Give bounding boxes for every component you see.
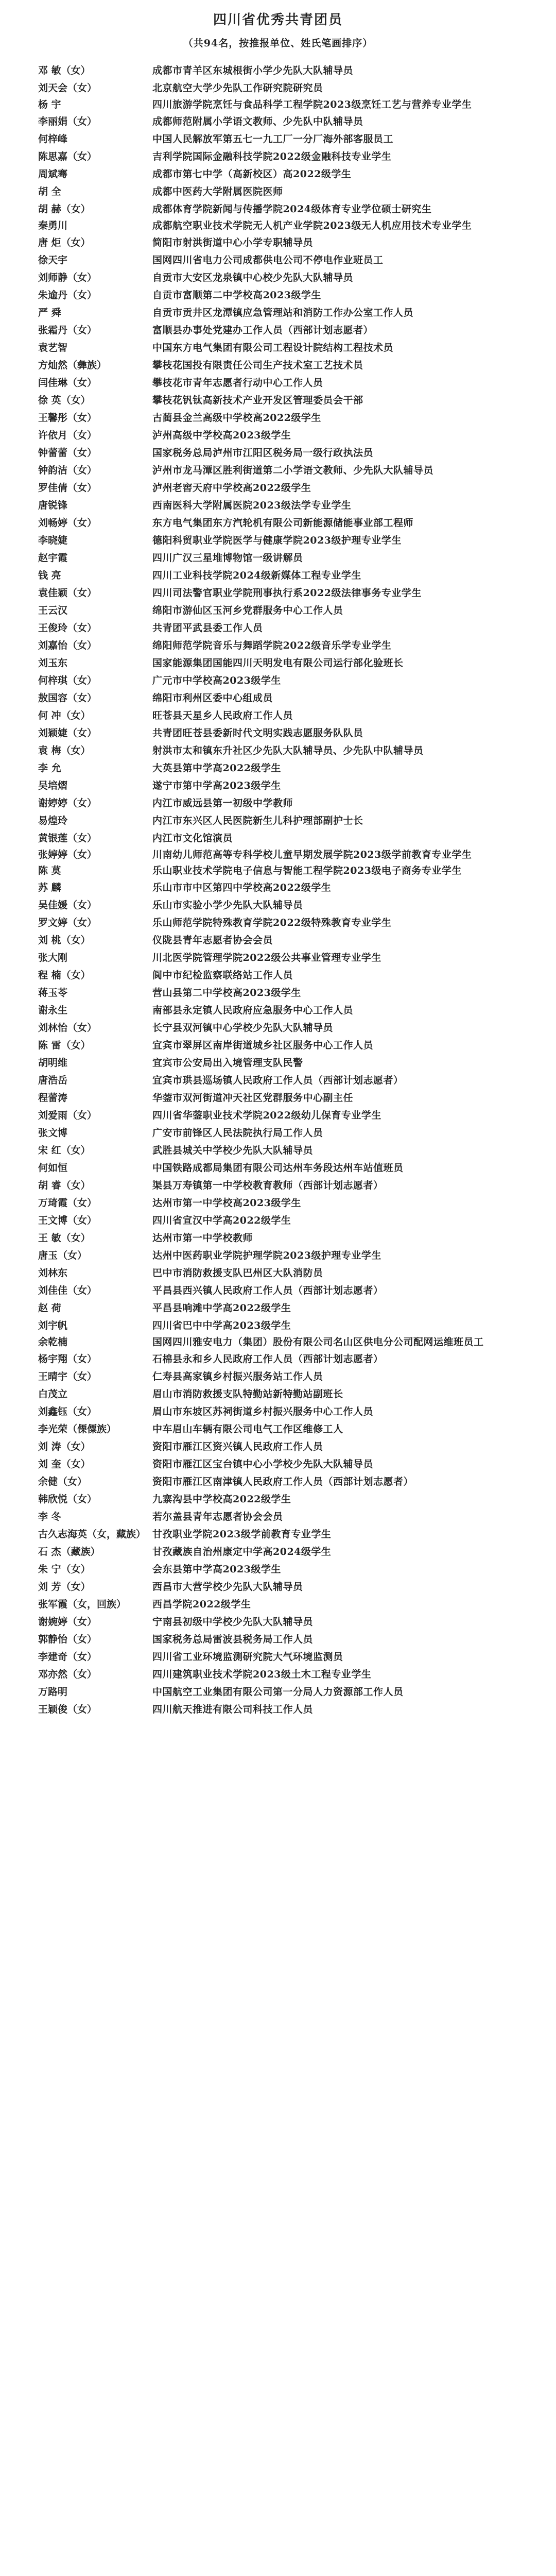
member-entry — [38, 896, 518, 914]
member-description: 西南医科大学附属医院2023级法学专业学生 — [152, 500, 352, 511]
member-description: 四川司法警官职业学院刑事执行系2022级法律事务专业学生 — [152, 587, 422, 599]
member-entry — [38, 567, 518, 584]
member-entry — [38, 183, 518, 200]
member-entry — [38, 1072, 518, 1089]
member-description: 宜宾市公安局出入境管理支队民警 — [152, 1057, 303, 1069]
member-description: 四川省宣汉中学高2022级学生 — [152, 1215, 291, 1226]
member-description: 四川广汉三星堆博物馆一级讲解员 — [152, 552, 303, 564]
member-entry — [38, 619, 518, 637]
member-description: 大英县第中学高2022级学生 — [152, 762, 281, 774]
member-name: 胡 睿（女） — [38, 1180, 91, 1191]
member-description: 四川省巴中中学高2023级学生 — [152, 1320, 291, 1331]
member-name: 刘宇帆 — [38, 1320, 68, 1331]
member-name: 周斌骞 — [38, 168, 68, 180]
member-name: 郭静怡（女） — [38, 1634, 97, 1645]
member-entry — [38, 409, 518, 427]
member-name: 陈思嘉（女） — [38, 151, 97, 162]
member-entry — [38, 321, 518, 339]
member-entry — [38, 497, 518, 514]
member-description: 中国人民解放军第五七一九工厂一分厂海外部客服员工 — [152, 133, 394, 145]
member-name: 余乾楠 — [38, 1336, 68, 1348]
member-description: 眉山市消防救援支队特勤站新特勤站副班长 — [152, 1388, 343, 1400]
member-description: 南部县永定镇人民政府应急服务中心工作人员 — [152, 1005, 354, 1016]
member-name: 邓 敏（女） — [38, 65, 91, 76]
member-description: 攀枝花市青年志愿者行动中心工作人员 — [152, 377, 323, 388]
member-entry — [38, 97, 518, 113]
member-entry — [38, 113, 518, 130]
member-entry — [38, 1142, 518, 1159]
member-description: 甘孜职业学院2023级学前教育专业学生 — [152, 1529, 332, 1540]
member-description: 富顺县办事处党建办工作人员（西部计划志愿者） — [152, 325, 374, 336]
member-entry — [38, 777, 518, 794]
member-description: 资阳市雁江区宝台镇中心小学校少先队大队辅导员 — [152, 1459, 374, 1470]
member-description: 达州市第一中学校教师 — [152, 1232, 253, 1244]
member-name: 袁佳颖（女） — [38, 587, 97, 599]
member-entry — [38, 200, 518, 218]
member-description: 四川省工业环境监测研究院大气环境监测员 — [152, 1651, 343, 1663]
member-entry — [38, 1229, 518, 1247]
member-entry — [38, 602, 518, 619]
member-name: 罗文婷（女） — [38, 917, 97, 928]
member-name: 罗佳倩（女） — [38, 482, 97, 494]
member-entry — [38, 1264, 518, 1282]
member-description: 中车眉山车辆有限公司电气工作区维修工人 — [152, 1423, 343, 1435]
member-entry — [38, 584, 518, 602]
member-entry — [38, 444, 518, 462]
member-name: 李 允 — [38, 762, 61, 774]
member-entry — [38, 1159, 518, 1177]
member-entry — [38, 914, 518, 931]
member-name: 刘师静（女） — [38, 272, 97, 283]
member-entry — [38, 689, 518, 707]
member-name: 张军霞（女，回族） — [38, 1599, 127, 1610]
member-description: 西昌市大营学校少先队大队辅导员 — [152, 1581, 303, 1592]
member-entry — [38, 1124, 518, 1142]
member-description: 乐山市实验小学少先队大队辅导员 — [152, 900, 303, 911]
member-entry — [38, 165, 518, 183]
member-description: 射洪市太和镇东升社区少先队大队辅导员、少先队中队辅导员 — [152, 745, 424, 756]
member-name: 钟蕾蕾（女） — [38, 447, 97, 459]
member-description: 四川工业科技学院2024级新媒体工程专业学生 — [152, 570, 361, 581]
member-name: 谢婷婷（女） — [38, 798, 97, 809]
member-entry — [38, 759, 518, 777]
member-name: 白茂立 — [38, 1388, 68, 1400]
member-entry — [38, 374, 518, 392]
member-entry — [38, 462, 518, 479]
member-entry — [38, 286, 518, 304]
member-entry — [38, 1299, 518, 1317]
member-name: 谢婉婷（女） — [38, 1616, 97, 1628]
member-description: 仁寿县高家镇乡村振兴服务站工作人员 — [152, 1371, 323, 1382]
member-entry — [38, 1107, 518, 1124]
member-entry — [38, 1561, 518, 1578]
member-entry — [38, 251, 518, 269]
member-name: 朱逾丹（女） — [38, 290, 97, 301]
member-name: 徐 英（女） — [38, 395, 91, 406]
member-entry — [38, 269, 518, 286]
member-entry — [38, 812, 518, 829]
member-entry — [38, 357, 518, 374]
member-entry — [38, 79, 518, 97]
member-name: 唐 炬（女） — [38, 237, 91, 248]
member-entry — [38, 549, 518, 567]
member-entry — [38, 130, 518, 148]
member-entry — [38, 742, 518, 759]
member-entry — [38, 724, 518, 742]
member-entry — [38, 1002, 518, 1019]
member-entry — [38, 637, 518, 654]
member-description: 资阳市雁江区南津镇人民政府工作人员（西部计划志愿者） — [152, 1476, 414, 1487]
member-name: 胡 全 — [38, 186, 61, 197]
member-description: 吉利学院国际金融科技学院2022级金融科技专业学生 — [152, 151, 392, 162]
member-description: 内江市文化馆演员 — [152, 833, 233, 844]
member-description: 共青团平武县委工作人员 — [152, 622, 263, 634]
member-name: 何梓峰 — [38, 133, 68, 145]
member-entry — [38, 1037, 518, 1054]
member-description: 国家能源集团国能四川天明发电有限公司运行部化验班长 — [152, 657, 404, 669]
member-name: 苏 麟 — [38, 882, 61, 893]
member-entry — [38, 984, 518, 1002]
member-description: 九寨沟县中学校高2022级学生 — [152, 1494, 291, 1505]
member-name: 赵 荷 — [38, 1302, 61, 1314]
member-entry — [38, 1194, 518, 1212]
member-name: 王文博（女） — [38, 1215, 97, 1226]
member-name: 谢永生 — [38, 1005, 68, 1016]
member-description: 西昌学院2022级学生 — [152, 1599, 251, 1610]
member-entry — [38, 1089, 518, 1107]
member-name: 何梓琪（女） — [38, 675, 97, 686]
member-name: 陈 莫 — [38, 865, 61, 876]
member-name: 王颖俊（女） — [38, 1704, 97, 1715]
member-entry — [38, 1368, 518, 1385]
document-title: 四川省优秀共青团员 — [213, 12, 343, 28]
member-description: 绵阳市利州区委中心组成员 — [152, 692, 273, 704]
member-entry — [38, 1403, 518, 1420]
member-description: 乐山市市中区第四中学校高2022级学生 — [152, 882, 332, 893]
member-entry — [38, 1350, 518, 1368]
member-description: 长宁县双河镇中心学校少先队大队辅导员 — [152, 1022, 334, 1033]
member-description: 仪陇县青年志愿者协会会员 — [152, 935, 273, 946]
member-name: 刘玉东 — [38, 657, 68, 669]
member-name: 方灿然（彝族） — [38, 360, 107, 371]
member-description: 武胜县城关中学校少先队大队辅导员 — [152, 1145, 314, 1156]
member-name: 石 杰（藏族） — [38, 1546, 100, 1557]
member-entry — [38, 304, 518, 321]
member-name: 钱 亮 — [38, 570, 61, 581]
member-description: 中国航空工业集团有限公司第一分局人力资源部工作人员 — [152, 1686, 404, 1698]
member-name: 李晓婕 — [38, 535, 68, 546]
member-entry — [38, 1420, 518, 1438]
member-description: 营山县第二中学校高2023级学生 — [152, 987, 301, 998]
member-entry — [38, 654, 518, 672]
member-description: 乐山师范学院特殊教育学院2022级特殊教育专业学生 — [152, 917, 392, 928]
member-entry — [38, 707, 518, 724]
member-description: 中国铁路成都局集团有限公司达州车务段达州车站值班员 — [152, 1162, 404, 1174]
member-name: 张文博 — [38, 1127, 68, 1139]
member-name: 王俊玲（女） — [38, 622, 97, 634]
member-entry — [38, 949, 518, 967]
member-entry — [38, 1701, 518, 1718]
member-entry — [38, 1438, 518, 1455]
member-description: 中国东方电气集团有限公司工程设计院结构工程技术员 — [152, 342, 394, 353]
member-description: 华蓥市双河街道冲天社区党群服务中心副主任 — [152, 1092, 354, 1104]
member-name: 秦勇川 — [38, 220, 68, 231]
member-description: 眉山市东坡区苏祠街道乡村振兴服务中心工作人员 — [152, 1406, 374, 1417]
member-entry — [38, 829, 518, 847]
member-description: 四川旅游学院烹饪与食品科学工程学院2023级烹饪工艺与营养专业学生 — [152, 99, 472, 110]
member-entry — [38, 532, 518, 549]
member-description: 四川航天推进有限公司科技工作人员 — [152, 1704, 314, 1715]
member-name: 刘林怡（女） — [38, 1022, 97, 1033]
member-name: 李 冬 — [38, 1511, 61, 1522]
member-name: 刘 桃（女） — [38, 935, 91, 946]
member-entry — [38, 931, 518, 949]
member-name: 赵宇霞 — [38, 552, 68, 564]
member-description: 攀枝花钒钛高新技术产业开发区管理委员会干部 — [152, 395, 363, 406]
member-entry — [38, 1613, 518, 1631]
member-description: 甘孜藏族自治州康定中学高2024级学生 — [152, 1546, 332, 1557]
member-description: 自贡市大安区龙泉镇中心校少先队大队辅导员 — [152, 272, 354, 283]
member-entry — [38, 1473, 518, 1490]
member-description: 内江市威远县第一初级中学教师 — [152, 798, 293, 809]
member-name: 何如恒 — [38, 1162, 68, 1174]
member-description: 宁南县初级中学校少先队大队辅导员 — [152, 1616, 314, 1628]
member-entry — [38, 967, 518, 984]
member-name: 王 敏（女） — [38, 1232, 91, 1244]
member-description: 石棉县永和乡人民政府工作人员（西部计划志愿者） — [152, 1353, 384, 1365]
member-entry — [38, 514, 518, 532]
member-name: 王晴宇（女） — [38, 1371, 97, 1382]
member-name: 易煌玲 — [38, 815, 68, 826]
member-entry — [38, 1578, 518, 1596]
member-entry — [38, 1212, 518, 1229]
member-description: 达州中医药职业学院护理学院2023级护理专业学生 — [152, 1250, 381, 1261]
member-name: 余健（女） — [38, 1476, 88, 1487]
member-name: 李光荣（傈僳族） — [38, 1423, 117, 1435]
member-description: 阆中市纪检监察联络站工作人员 — [152, 970, 293, 981]
member-entry — [38, 339, 518, 357]
member-description: 泸州高级中学校高2023级学生 — [152, 430, 291, 441]
member-entry — [38, 62, 518, 79]
member-name: 万琦霞（女） — [38, 1197, 97, 1209]
member-name: 吴培熠 — [38, 780, 68, 791]
member-description: 平昌县西兴镇人民政府工作人员（西部计划志愿者） — [152, 1285, 384, 1296]
member-name: 胡 赫（女） — [38, 204, 91, 215]
member-entry — [38, 1683, 518, 1701]
member-description: 成都市青羊区东城根街小学少先队大队辅导员 — [152, 65, 354, 76]
member-description: 自贡市富顺第二中学校高2023级学生 — [152, 290, 321, 301]
member-name: 唐锐锋 — [38, 500, 68, 511]
member-name: 李丽娟（女） — [38, 116, 97, 127]
member-description: 成都航空职业技术学院无人机产业学院2023级无人机应用技术专业学生 — [152, 220, 472, 231]
member-description: 泸州老窖天府中学校高2022级学生 — [152, 482, 311, 494]
member-description: 若尔盖县青年志愿者协会会员 — [152, 1511, 283, 1522]
member-name: 王馨彤（女） — [38, 412, 97, 423]
member-name: 李建奇（女） — [38, 1651, 97, 1663]
member-description: 内江市东兴区人民医院新生儿科护理部副护士长 — [152, 815, 363, 826]
member-entry — [38, 879, 518, 896]
member-entry — [38, 1596, 518, 1613]
member-name: 刘林东 — [38, 1267, 68, 1279]
member-name: 闫佳琳（女） — [38, 377, 97, 388]
member-description: 会东县第中学高2023级学生 — [152, 1564, 281, 1575]
member-name: 刘 芳（女） — [38, 1581, 91, 1592]
member-description: 巴中市消防救援支队巴州区大队消防员 — [152, 1267, 323, 1279]
member-entry — [38, 1648, 518, 1666]
member-entry — [38, 1019, 518, 1037]
member-description: 宜宾市珙县巡场镇人民政府工作人员（西部计划志愿者） — [152, 1075, 404, 1086]
member-name: 张大刚 — [38, 952, 68, 963]
member-description: 旺苍县天星乡人民政府工作人员 — [152, 710, 293, 721]
member-entry — [38, 863, 518, 879]
member-name: 蒋玉苓 — [38, 987, 68, 998]
member-name: 刘嘉怡（女） — [38, 640, 97, 651]
member-description: 四川建筑职业技术学院2023级土木工程专业学生 — [152, 1669, 372, 1680]
member-entry — [38, 234, 518, 251]
member-name: 黄银莲（女） — [38, 833, 97, 844]
member-entry — [38, 1543, 518, 1561]
member-name: 杨 宇 — [38, 99, 61, 110]
member-name: 刘颖婕（女） — [38, 727, 97, 739]
member-description: 国家税务总局泸州市江阳区税务局一级行政执法员 — [152, 447, 374, 459]
member-entry — [38, 847, 518, 863]
member-name: 张婷婷（女） — [38, 849, 97, 860]
member-description: 川南幼儿师范高等专科学校儿童早期发展学院2023级学前教育专业学生 — [152, 849, 472, 860]
member-entry — [38, 1317, 518, 1334]
member-description: 成都中医药大学附属医院医师 — [152, 186, 283, 197]
member-name: 何 冲（女） — [38, 710, 91, 721]
member-name: 唐浩岳 — [38, 1075, 68, 1086]
member-description: 东方电气集团东方汽轮机有限公司新能源储能事业部工程师 — [152, 517, 414, 529]
member-entry — [38, 1526, 518, 1543]
member-description: 绵阳师范学院音乐与舞蹈学院2022级音乐学专业学生 — [152, 640, 392, 651]
member-description: 遂宁市第中学高2023级学生 — [152, 780, 281, 791]
member-name: 张霜丹（女） — [38, 325, 97, 336]
member-description: 德阳科贸职业学院医学与健康学院2023级护理专业学生 — [152, 535, 402, 546]
member-description: 国家税务总局雷波县税务局工作人员 — [152, 1634, 314, 1645]
member-description: 成都师范附属小学语文教师、少先队中队辅导员 — [152, 116, 363, 127]
member-description: 成都体育学院新闻与传播学院2024级体育专业学位硕士研究生 — [152, 204, 432, 215]
member-name: 刘鑫钰（女） — [38, 1406, 97, 1417]
member-list — [38, 62, 518, 1718]
member-description: 攀枝花国投有限责任公司生产技术室工艺技术员 — [152, 360, 363, 371]
member-entry — [38, 672, 518, 689]
member-entry — [38, 794, 518, 812]
member-name: 吴佳媛（女） — [38, 900, 97, 911]
member-entry — [38, 392, 518, 409]
member-entry — [38, 1666, 518, 1683]
member-name: 杨宇翔（女） — [38, 1353, 97, 1365]
member-entry — [38, 1177, 518, 1194]
member-entry — [38, 218, 518, 234]
member-description: 国网四川雅安电力（集团）股份有限公司名山区供电分公司配网运维班员工 — [152, 1336, 484, 1348]
member-description: 北京航空大学少先队工作研究院研究员 — [152, 82, 323, 94]
member-description: 达州市第一中学校高2023级学生 — [152, 1197, 301, 1209]
member-name: 陈 雷（女） — [38, 1040, 91, 1051]
member-description: 古蔺县金兰高级中学校高2022级学生 — [152, 412, 321, 423]
member-name: 万路明 — [38, 1686, 68, 1698]
member-entry — [38, 1490, 518, 1508]
member-description: 绵阳市游仙区玉河乡党群服务中心工作人员 — [152, 605, 343, 616]
member-entry — [38, 1282, 518, 1299]
member-name: 刘佳佳（女） — [38, 1285, 97, 1296]
member-description: 广安市前锋区人民法院执行局工作人员 — [152, 1127, 323, 1139]
member-name: 刘畅婷（女） — [38, 517, 97, 529]
member-description: 渠县万寿镇第一中学校教育教师（西部计划志愿者） — [152, 1180, 384, 1191]
member-description: 宜宾市翠屏区南岸街道城乡社区服务中心工作人员 — [152, 1040, 374, 1051]
member-name: 刘天会（女） — [38, 82, 97, 94]
member-name: 唐玉（女） — [38, 1250, 88, 1261]
document-subtitle: （共94名，按推报单位、姓氏笔画排序） — [183, 38, 373, 49]
member-name: 徐天宇 — [38, 255, 68, 266]
member-name: 王云汉 — [38, 605, 68, 616]
member-name: 朱 宁（女） — [38, 1564, 91, 1575]
member-name: 刘 奎（女） — [38, 1459, 91, 1470]
member-name: 程蕾涛 — [38, 1092, 68, 1104]
member-description: 乐山职业技术学院电子信息与智能工程学院2023级电子商务专业学生 — [152, 865, 462, 876]
member-name: 严 舜 — [38, 307, 61, 318]
member-description: 成都市第七中学（高新校区）高2022级学生 — [152, 168, 352, 180]
member-name: 古久志海英（女，藏族） — [38, 1529, 146, 1540]
member-entry — [38, 1455, 518, 1473]
member-entry — [38, 1054, 518, 1072]
member-entry — [38, 1508, 518, 1526]
member-name: 钟韵洁（女） — [38, 465, 97, 476]
member-description: 共青团旺苍县委新时代文明实践志愿服务队队员 — [152, 727, 363, 739]
member-name: 宋 红（女） — [38, 1145, 91, 1156]
member-name: 韩欣悦（女） — [38, 1494, 97, 1505]
member-entry — [38, 427, 518, 444]
member-description: 平昌县响滩中学高2022级学生 — [152, 1302, 291, 1314]
member-name: 袁艺智 — [38, 342, 68, 353]
member-name: 刘 涛（女） — [38, 1441, 91, 1452]
member-entry — [38, 148, 518, 165]
member-entry — [38, 1334, 518, 1350]
member-description: 简阳市射洪街道中心小学专职辅导员 — [152, 237, 314, 248]
member-description: 国网四川省电力公司成都供电公司不停电作业班员工 — [152, 255, 384, 266]
member-name: 程 楠（女） — [38, 970, 91, 981]
member-name: 袁 梅（女） — [38, 745, 91, 756]
member-name: 刘爱雨（女） — [38, 1110, 97, 1121]
member-name: 邓亦然（女） — [38, 1669, 97, 1680]
member-description: 广元市中学校高2023级学生 — [152, 675, 281, 686]
member-name: 胡明维 — [38, 1057, 68, 1069]
member-name: 敖国容（女） — [38, 692, 97, 704]
member-description: 自贡市贡井区龙潭镇应急管理站和消防工作办公室工作人员 — [152, 307, 414, 318]
member-entry — [38, 479, 518, 497]
member-description: 资阳市雁江区资兴镇人民政府工作人员 — [152, 1441, 323, 1452]
member-description: 川北医学院管理学院2022级公共事业管理专业学生 — [152, 952, 381, 963]
member-entry — [38, 1385, 518, 1403]
member-description: 泸州市龙马潭区胜利街道第二小学语文教师、少先队大队辅导员 — [152, 465, 434, 476]
member-name: 许依月（女） — [38, 430, 97, 441]
member-entry — [38, 1631, 518, 1648]
member-entry — [38, 1247, 518, 1264]
member-description: 四川省华蓥职业技术学院2022级幼儿保育专业学生 — [152, 1110, 381, 1121]
